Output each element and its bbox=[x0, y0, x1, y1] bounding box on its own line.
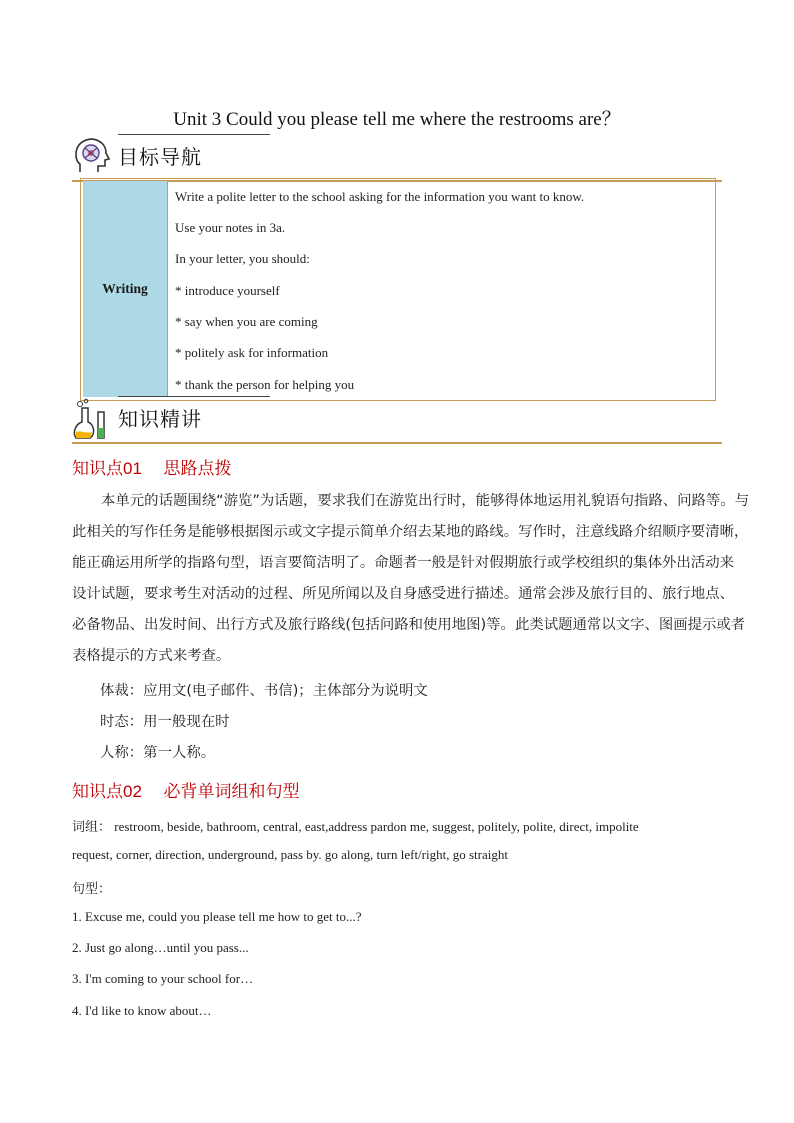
objective-line: * thank the person for helping you bbox=[175, 377, 355, 392]
objective-line: * say when you are coming bbox=[175, 314, 318, 329]
knowledge-point-title bbox=[72, 454, 232, 479]
knowledge-point-label: 必背单词组和句型 bbox=[163, 782, 300, 802]
page-title: Unit 3 Could you please tell me where the restrooms are？ bbox=[173, 109, 621, 130]
knowledge-point-label: 思路点拨 bbox=[163, 459, 232, 479]
person-line: 人称：第一人称。 bbox=[100, 745, 216, 761]
objective-line: Use your notes in 3a. bbox=[175, 220, 286, 235]
paragraph-line: 能正确运用所学的指路句型，语言要简洁明了。命题者一般是针对假期旅行或学校组织的集体外出活动来 bbox=[72, 555, 734, 571]
header-underline bbox=[72, 442, 722, 444]
brain-gear-icon bbox=[72, 136, 112, 176]
tense-line: 时态：用一般现在时 bbox=[100, 714, 230, 730]
knowledge-point-title bbox=[72, 777, 300, 802]
paragraph-line: 设计试题，要求考生对活动的过程、所见所闻以及自身感受进行描述。通常会涉及旅行目的、旅行地点、 bbox=[72, 586, 734, 602]
vocab-line: request, corner, direction, underground, pass by. go along, turn left/right, go straight bbox=[72, 847, 508, 862]
sentence-pattern: 3. I'm coming to your school for… bbox=[72, 971, 254, 986]
header-top-rule bbox=[118, 396, 270, 397]
header-top-rule bbox=[118, 134, 270, 135]
objective-line: In your letter, you should: bbox=[175, 251, 310, 266]
objective-line: * introduce yourself bbox=[175, 283, 280, 298]
kp1-paragraph bbox=[72, 486, 750, 672]
section-label: 知识精讲 bbox=[118, 407, 202, 431]
sentence-pattern: 2. Just go along…until you pass... bbox=[72, 940, 249, 955]
section-label: 目标导航 bbox=[118, 145, 202, 169]
genre-line: 体裁：应用文(电子邮件、书信)；主体部分为说明文 bbox=[100, 683, 428, 699]
sentence-pattern: 1. Excuse me, could you please tell me how to get to...? bbox=[72, 909, 362, 924]
knowledge-point-number: 知识点02 bbox=[72, 782, 142, 801]
paragraph-line: 表格提示的方式来考查。 bbox=[72, 648, 231, 664]
objective-line: Write a polite letter to the school asking for the information you want to know. bbox=[175, 189, 585, 204]
sentence-pattern: 4. I'd like to know about… bbox=[72, 1003, 212, 1018]
objective-table bbox=[80, 178, 716, 401]
vocab-block bbox=[72, 816, 722, 866]
vocab-line: 词组： restroom, beside, bathroom, central, east,address pardon me, suggest, politely, polite, direct, impolite bbox=[72, 819, 639, 834]
paragraph-line: 此相关的写作任务是能够根据图示或文字提示简单介绍去某地的路线。写作时，注意线路介绍顺序要清晰， bbox=[72, 524, 749, 540]
paragraph-line: 必备物品、出发时间、出行方式及旅行路线(包括问路和使用地图)等。此类试题通常以文字、图画提示或者 bbox=[72, 617, 746, 633]
patterns-label: 句型： bbox=[72, 881, 112, 896]
paragraph-line: 本单元的话题围绕“游览”为话题，要求我们在游览出行时，能够得体地运用礼貌语句指路、问路等。与 bbox=[101, 493, 750, 509]
section-header-knowledge bbox=[72, 396, 722, 444]
objective-line: * politely ask for information bbox=[175, 345, 329, 360]
skill-cell: Writing bbox=[83, 181, 168, 397]
section-header-objectives bbox=[72, 134, 722, 182]
objective-content bbox=[175, 179, 715, 400]
knowledge-point-number: 知识点01 bbox=[72, 459, 142, 478]
lab-flask-icon bbox=[72, 398, 112, 438]
